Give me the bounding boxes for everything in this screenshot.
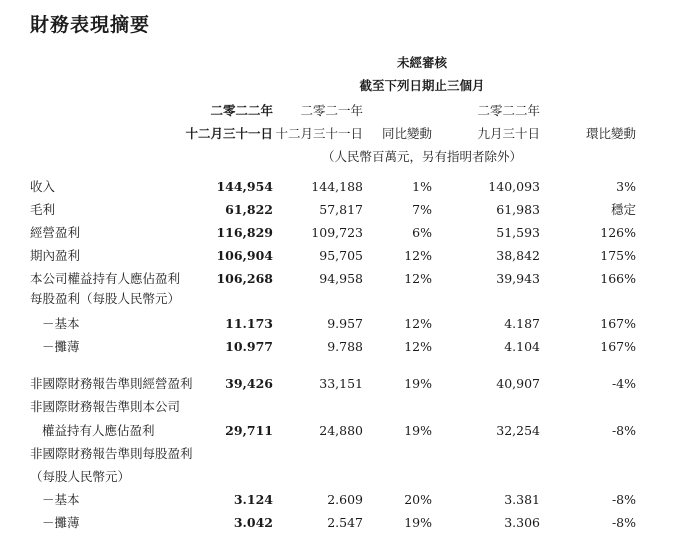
row-label: 經營盈利	[30, 225, 81, 240]
cell-qoq: 167%	[600, 316, 636, 331]
cell-2022q4: 116,829	[216, 225, 273, 240]
cell-2021q4: 2.547	[327, 515, 363, 530]
row-label: （每股人民幣元）	[30, 469, 131, 484]
table-row	[0, 445, 679, 463]
row-label: 非國際財務報告準則本公司	[30, 399, 181, 414]
cell-2021q4: 33,151	[319, 376, 363, 391]
cell-2022q4: 39,426	[225, 376, 273, 391]
cell-2021q4: 9.788	[327, 339, 363, 354]
row-label: －攤薄	[42, 339, 80, 354]
cell-2022q3: 140,093	[488, 179, 540, 194]
cell-2022q3: 51,593	[496, 225, 540, 240]
cell-yoy: 6%	[412, 225, 432, 240]
cell-2021q4: 57,817	[319, 202, 363, 217]
cell-qoq: 175%	[600, 248, 636, 263]
cell-qoq: -8%	[611, 423, 636, 438]
cell-2021q4: 144,188	[311, 179, 363, 194]
row-label: 毛利	[30, 202, 56, 217]
table-row	[0, 201, 679, 219]
cell-2022q4: 106,904	[216, 248, 273, 263]
table-row	[0, 468, 679, 486]
cell-2022q3: 61,983	[496, 202, 540, 217]
cell-2022q4: 106,268	[216, 271, 273, 286]
row-label: 收入	[30, 179, 56, 194]
header-col2-year: 二零二一年	[300, 103, 363, 118]
page-title: 財務表現摘要	[30, 14, 151, 36]
header-col4-date: 九月三十日	[477, 126, 540, 141]
row-label: －攤薄	[42, 515, 80, 530]
cell-qoq: 167%	[600, 339, 636, 354]
cell-qoq: -8%	[611, 515, 636, 530]
cell-2022q4: 29,711	[225, 423, 273, 438]
header-col2-date: 十二月三十一日	[275, 126, 363, 141]
header-col1-year: 二零二二年	[210, 103, 273, 118]
cell-2022q3: 38,842	[496, 248, 540, 263]
table-row	[0, 375, 679, 393]
row-label: 本公司權益持有人應佔盈利	[30, 271, 181, 286]
cell-2022q3: 39,943	[496, 271, 540, 286]
cell-qoq: 穩定	[610, 202, 636, 217]
cell-yoy: 12%	[404, 271, 432, 286]
cell-qoq: 126%	[600, 225, 636, 240]
cell-qoq: 3%	[616, 179, 636, 194]
cell-2022q3: 40,907	[496, 376, 540, 391]
table-row	[0, 224, 679, 242]
cell-yoy: 12%	[404, 316, 432, 331]
header-unaudited: 未經審核	[396, 55, 448, 70]
cell-yoy: 20%	[404, 492, 432, 507]
cell-yoy: 19%	[404, 515, 432, 530]
table-row	[0, 422, 679, 440]
row-label: －基本	[42, 316, 80, 331]
cell-2021q4: 24,880	[319, 423, 363, 438]
cell-2021q4: 94,958	[319, 271, 363, 286]
cell-2022q3: 4.104	[504, 339, 540, 354]
cell-yoy: 19%	[404, 423, 432, 438]
cell-yoy: 19%	[404, 376, 432, 391]
row-label: 期內盈利	[30, 248, 81, 263]
header-col1-date: 十二月三十一日	[185, 126, 273, 141]
cell-2022q4: 144,954	[216, 179, 273, 194]
cell-2021q4: 109,723	[311, 225, 363, 240]
cell-2022q3: 3.381	[504, 492, 540, 507]
table-row	[0, 247, 679, 265]
table-row	[0, 178, 679, 196]
cell-2022q3: 32,254	[496, 423, 540, 438]
cell-2022q4: 3.124	[233, 492, 273, 507]
table-row	[0, 491, 679, 509]
header-col3: 同比變動	[381, 126, 432, 141]
cell-2022q3: 3.306	[504, 515, 540, 530]
cell-2022q4: 10.977	[225, 339, 273, 354]
cell-qoq: 166%	[600, 271, 636, 286]
cell-2022q3: 4.187	[504, 316, 540, 331]
row-label: 非國際財務報告準則經營盈利	[30, 376, 193, 391]
cell-yoy: 7%	[412, 202, 432, 217]
row-label: 權益持有人應佔盈利	[42, 423, 155, 438]
cell-qoq: -4%	[611, 376, 636, 391]
cell-2022q4: 3.042	[233, 515, 273, 530]
cell-2022q4: 11.173	[225, 316, 273, 331]
row-label: 非國際財務報告準則每股盈利	[30, 446, 193, 461]
cell-2021q4: 9.957	[327, 316, 363, 331]
row-label: 每股盈利（每股人民幣元）	[30, 291, 181, 306]
cell-qoq: -8%	[611, 492, 636, 507]
header-col4-year: 二零二二年	[477, 103, 540, 118]
row-label: －基本	[42, 492, 80, 507]
table-row	[0, 270, 679, 288]
header-col5: 環比變動	[585, 126, 636, 141]
header-unit-note: （人民幣百萬元，另有指明者除外）	[321, 149, 523, 164]
cell-yoy: 1%	[412, 179, 432, 194]
table-row	[0, 398, 679, 416]
table-row	[0, 290, 679, 308]
cell-2022q4: 61,822	[225, 202, 273, 217]
cell-2021q4: 2.609	[327, 492, 363, 507]
cell-2021q4: 95,705	[319, 248, 363, 263]
cell-yoy: 12%	[404, 339, 432, 354]
table-row	[0, 514, 679, 532]
header-period: 截至下列日期止三個月	[359, 78, 485, 93]
table-row	[0, 315, 679, 333]
table-row	[0, 338, 679, 356]
cell-yoy: 12%	[404, 248, 432, 263]
